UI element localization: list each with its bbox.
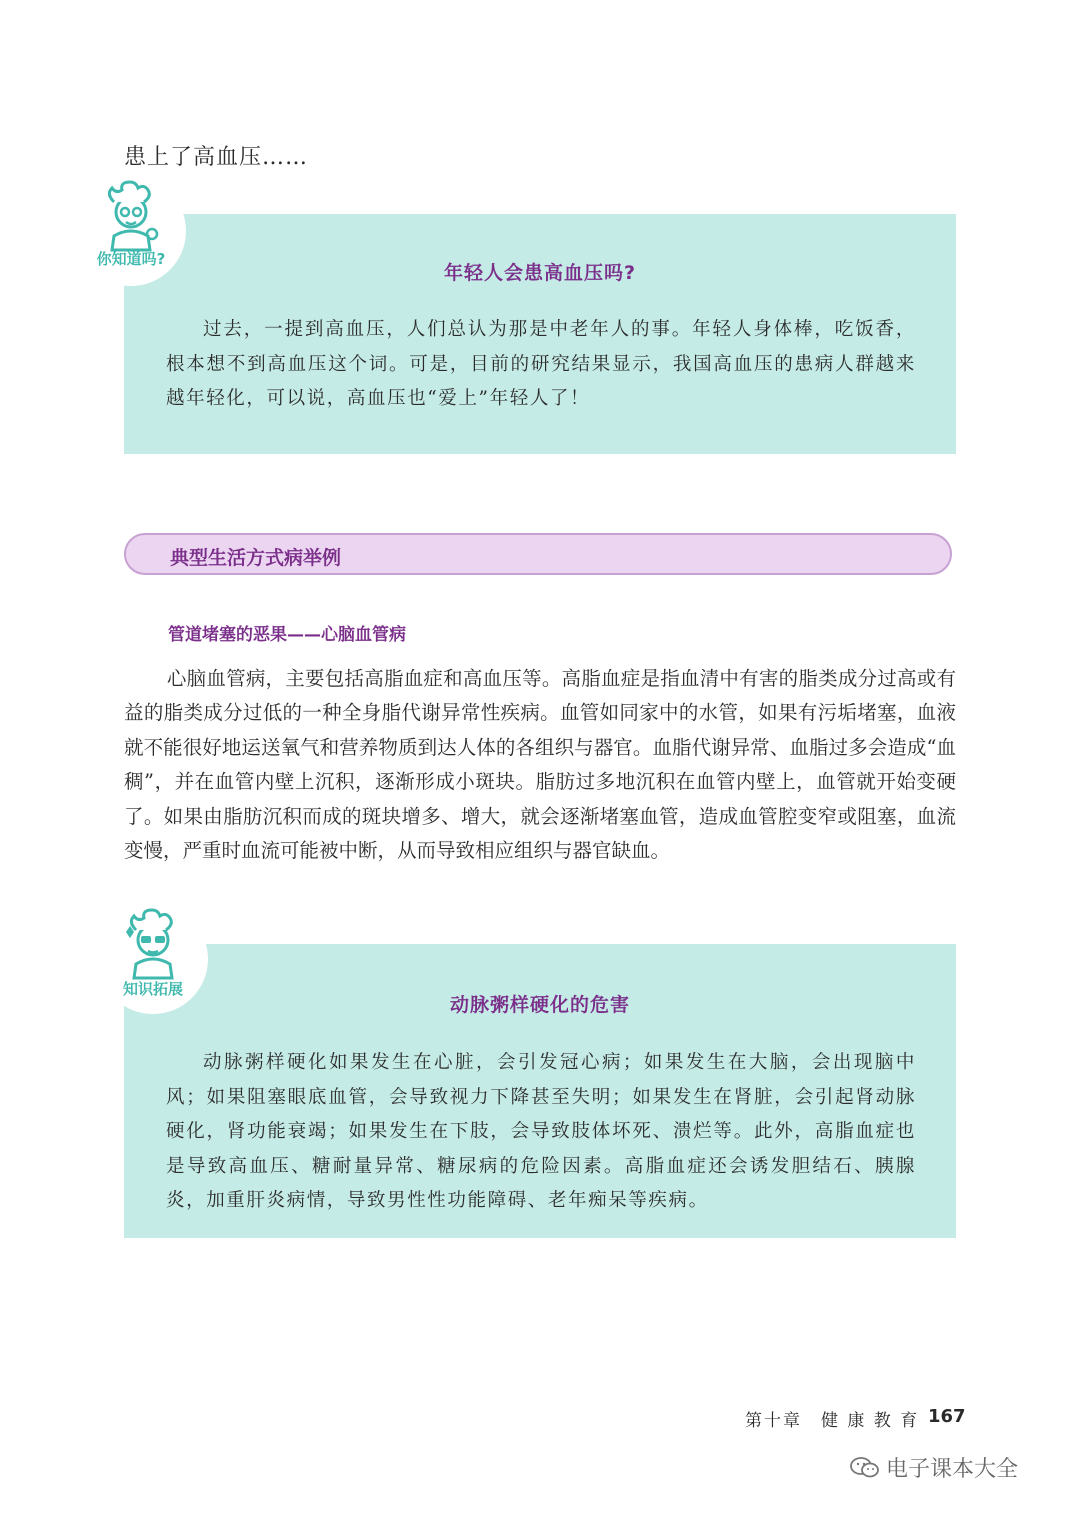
did-you-know-box: [124, 214, 956, 454]
knowledge-extension-title: 动脉粥样硬化的危害: [449, 994, 630, 1016]
section-body: [124, 662, 956, 868]
knowledge-extension-box: [124, 944, 956, 1238]
professor-icon: [76, 178, 186, 258]
section-subheading: 管道堵塞的恶果——心脑血管病: [168, 625, 406, 645]
did-you-know-badge: [76, 176, 186, 286]
did-you-know-paragraph: 过去，一提到高血压，人们总认为那是中老年人的事。年轻人身体棒，吃饭香，根本想不到高血压这个词。可是，目前的研究结果显示，我国高血压的患病人群越来越年轻化，可以说，高血压也“爱上”年轻人了！: [166, 319, 916, 409]
watermark-text: 电子课本大全: [886, 1457, 1019, 1482]
did-you-know-title: 年轻人会患高血压吗?: [443, 262, 637, 284]
chapter-label: 第十章 健 康 教 育: [745, 1411, 920, 1431]
knowledge-extension-text: [166, 1046, 916, 1219]
wechat-icon: [850, 1456, 880, 1480]
page-number: 167: [928, 1406, 966, 1427]
intro-line: 患上了高血压……: [124, 145, 309, 170]
did-you-know-text: [166, 313, 916, 417]
professor-glasses-icon: [98, 906, 208, 986]
knowledge-extension-badge: [98, 904, 208, 1014]
did-you-know-badge-label: 你知道吗?: [96, 250, 166, 268]
section-title: 典型生活方式病举例: [170, 547, 342, 569]
section-paragraph: 心脑血管病，主要包括高脂血症和高血压等。高脂血症是指血清中有害的脂类成分过高或有益的脂类成分过低的一种全身脂代谢异常性疾病。血管如同家中的水管，如果有污垢堵塞，血液就不能很好地运送氧气和营养物质到达人体的各组织与器官。血脂代谢异常、血脂过多会造成“血稠”，并在血管内壁上沉积，逐渐形成小斑块。脂肪过多地沉积在血管内壁上，血管就开始变硬了。如果由脂肪沉积而成的斑块增多、增大，就会逐渐堵塞血管，造成血管腔变窄或阻塞，血流变慢，严重时血流可能被中断，从而导致相应组织与器官缺血。: [124, 667, 956, 863]
knowledge-extension-badge-label: 知识拓展: [122, 980, 183, 998]
knowledge-extension-paragraph: 动脉粥样硬化如果发生在心脏，会引发冠心病；如果发生在大脑，会出现脑中风；如果阻塞眼底血管，会导致视力下降甚至失明；如果发生在肾脏，会引起肾动脉硬化，肾功能衰竭；如果发生在下肢，会导致肢体坏死、溃烂等。此外，高脂血症也是导致高血压、糖耐量异常、糖尿病的危险因素。高脂血症还会诱发胆结石、胰腺炎，加重肝炎病情，导致男性性功能障碍、老年痴呆等疾病。: [166, 1052, 916, 1211]
section-header-bar: [124, 533, 952, 575]
watermark: [850, 1452, 1018, 1483]
